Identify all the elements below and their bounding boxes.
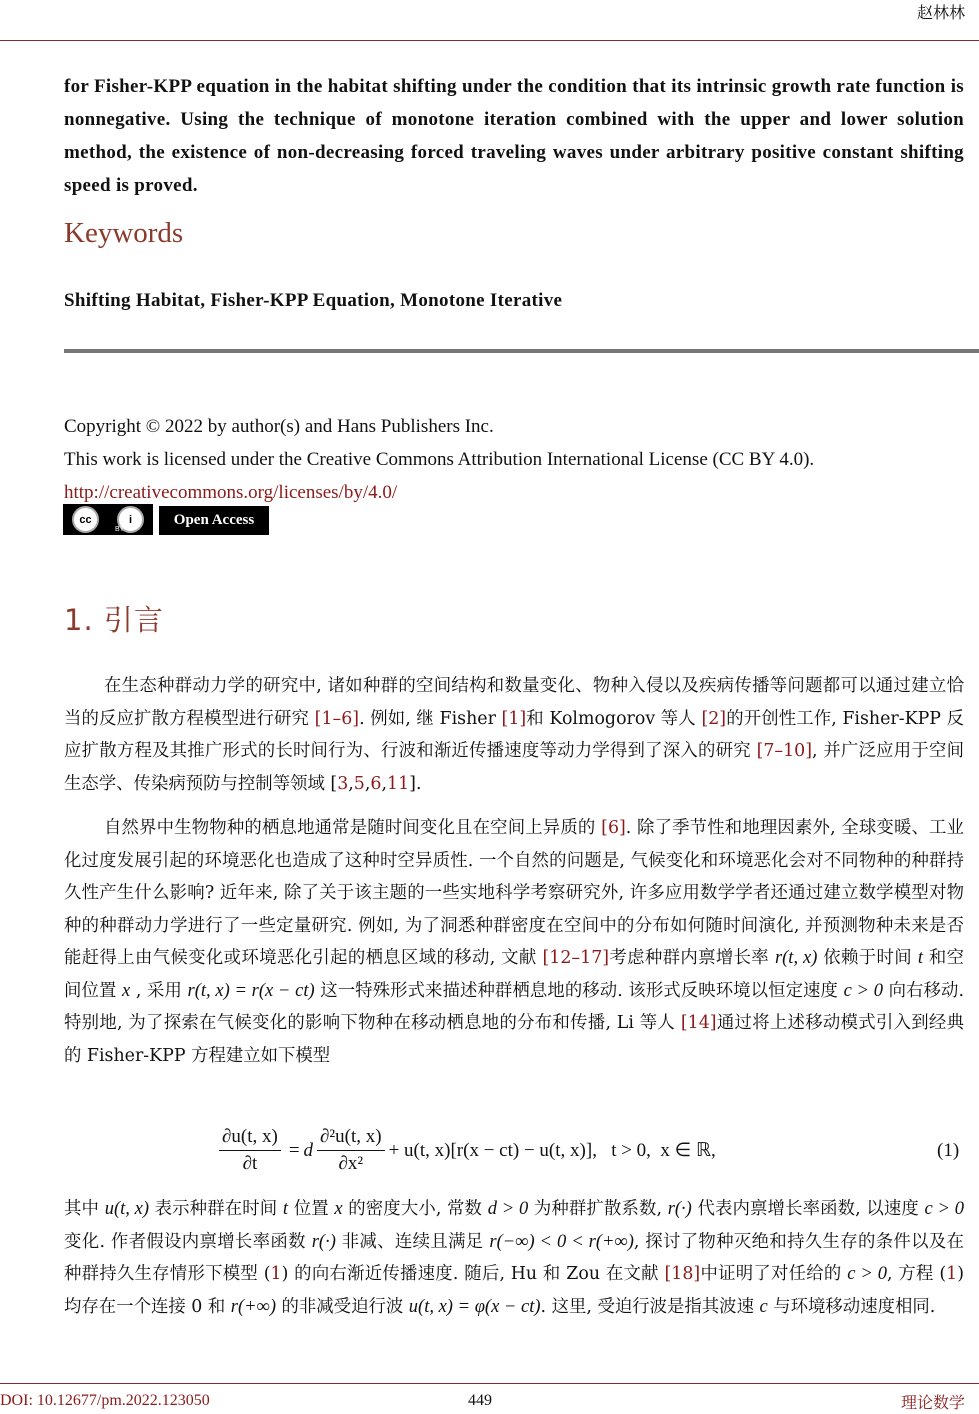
attribution-icon: i (117, 506, 144, 533)
diffusion-coef: d (303, 1139, 314, 1161)
paragraph-1 (64, 670, 964, 800)
abstract-text: for Fisher-KPP equation in the habitat shifting under the condition that its intrinsic growth rate function is nonnegative. Using the technique of monotone iteration combined with the upper and lower solution method, the existence of non-decreasing forced traveling waves under arbitrary positive constant shifting speed is proved. (64, 76, 964, 196)
text-run: , (348, 773, 354, 794)
license-link[interactable]: http://creativecommons.org/licenses/by/4.0/ (64, 482, 398, 503)
text-run: 和 Kolmogorov 等人 (526, 708, 702, 729)
text-run: 代表内禀增长率函数, 以速度 (691, 1199, 925, 1219)
text-run: 的非减受迫行波 (275, 1296, 409, 1317)
keywords-text: Shifting Habitat, Fisher-KPP Equation, Monotone Iterative (64, 290, 563, 311)
text-run: 位置 (288, 1199, 335, 1219)
text-run: ) 均存在一个连接 0 和 (64, 1264, 964, 1317)
inline-math: d > 0 (487, 1199, 529, 1219)
paragraph-3 (64, 1193, 964, 1323)
text-run: 其中 (64, 1199, 105, 1219)
inline-math: x (122, 980, 131, 1001)
text-run: , 方程 ( (886, 1264, 947, 1284)
copyright-line: Copyright © 2022 by author(s) and Hans Publishers Inc. (64, 416, 494, 437)
equals-sign: = (288, 1139, 300, 1161)
inline-math: c > 0 (843, 980, 883, 1001)
text-run: 在生态种群动力学的研究中, 诸如种群的空间结构和数量变化、物种入侵以及疾病传播等问题都可以通过建立恰当的反应扩散方程模型进行研究 (64, 676, 964, 729)
text-run: 依赖于时间 (817, 948, 918, 968)
inline-math: c (759, 1296, 768, 1317)
inline-math: u(t, x) = φ(x − ct) (408, 1296, 541, 1317)
text-run: , 探讨了物种灭绝和持久生存的条件以及在种群持久生存情形下模型 ( (64, 1231, 964, 1284)
citation-link[interactable]: 3 (337, 773, 349, 794)
inline-math: r(·) (311, 1231, 336, 1252)
text-run: 非减、连续且满足 (335, 1231, 490, 1252)
inline-math: r(t, x) (774, 948, 818, 968)
copyright-block (64, 410, 814, 509)
section-title: 1. 引言 (64, 603, 164, 637)
text-run: ]. (409, 773, 422, 794)
inline-math: r(t, x) = r(x − ct) (187, 980, 315, 1001)
text-run: 考虑种群内禀增长率 (609, 948, 775, 968)
text-run: 的密度大小, 常数 (342, 1199, 488, 1219)
text-run: , (364, 773, 371, 794)
footer-divider (0, 1383, 979, 1384)
text-run: . 例如, 继 Fisher (359, 708, 502, 729)
text-run: 向右移动. 特别地, 为了探索在气候变化的影响下物种在移动栖息地的分布和传播, Li 等人 (64, 980, 964, 1033)
open-access-badge: Open Access (159, 506, 269, 535)
citation-link[interactable]: [18] (664, 1264, 701, 1284)
text-run: 的开创性工作, Fisher-KPP 反应扩散方程及其推广形式的长时间行为、行波和渐近传播速度等动力学得到了深入的研究 (64, 708, 965, 761)
inline-math: t (917, 948, 924, 968)
text-run: , 采用 (130, 980, 188, 1001)
citation-link[interactable]: [1] (501, 708, 527, 729)
citation-link[interactable]: 11 (387, 773, 410, 794)
citation-link[interactable]: [14] (680, 1013, 717, 1033)
text-run: 为种群扩散系数, (528, 1199, 668, 1219)
cc-by-badge[interactable] (63, 504, 153, 535)
lhs-numerator: ∂u(t, x) (219, 1126, 281, 1151)
citation-link[interactable]: [7–10] (756, 741, 813, 761)
inline-math: c > 0 (924, 1199, 964, 1219)
inline-math: r(·) (667, 1199, 692, 1219)
keywords-heading: Keywords (64, 217, 184, 249)
equation-1 (215, 1126, 716, 1175)
text-run: . 除了季节性和地理因素外, 全球变暖、工业化过度发展引起的环境恶化也造成了这种时空异质性. 一个自然的问题是, 气候变化和环境恶化会对不同物种的种群持久性产生什么影响? 近年来, 除了关于该主题的一些实地科学考察研究外, 许多应用数学学者还通过建立数学模型对物种的种群动力学进行了一些定量研究. 例如, 为了洞悉种群密度在空间中的分布如何随时间演化, 并预测物种未来是否能赶得上由气候变化或环境恶化引起的栖息区域的移动, 文献 (64, 818, 965, 968)
text-run: 与环境移动速度相同. (767, 1296, 936, 1317)
paragraph-2 (64, 812, 964, 1072)
rhs-fraction (317, 1126, 385, 1175)
text-run: , (381, 773, 388, 794)
header-author: 赵林林 (916, 3, 965, 22)
citation-link[interactable]: 5 (353, 773, 365, 794)
page-number: 449 (468, 1392, 492, 1409)
equation-number: (1) (937, 1140, 960, 1161)
citation-link[interactable]: 6 (370, 773, 382, 794)
inline-math: t (282, 1199, 289, 1219)
citation-link[interactable]: [1–6] (314, 708, 360, 729)
inline-math: x (334, 1199, 343, 1219)
inline-math: u(t, x) (104, 1199, 149, 1219)
equation-rest: + u(t, x)[r(x − ct) − u(t, x)], t > 0, x ∈ ℝ, (388, 1140, 716, 1161)
citation-link[interactable]: 1 (946, 1264, 958, 1284)
inline-math: r(−∞) < 0 < r(+∞) (489, 1231, 634, 1252)
rhs-denominator: ∂x² (338, 1153, 364, 1174)
text-run: 中证明了对任给的 (700, 1264, 848, 1284)
text-run: 和空间位置 (64, 948, 965, 1001)
lhs-denominator: ∂t (242, 1153, 258, 1174)
text-run: 通过将上述移动模式引入到经典的 Fisher-KPP 方程建立如下模型 (64, 1013, 964, 1066)
citation-link[interactable]: [2] (701, 708, 727, 729)
text-run: 表示种群在时间 (149, 1199, 283, 1219)
citation-link[interactable]: 1 (270, 1264, 282, 1284)
journal-name: 理论数学 (900, 1393, 965, 1412)
text-run: ) 的向右渐近传播速度. 随后, Hu 和 Zou 在文献 (281, 1264, 665, 1284)
text-run: . 这里, 受迫行波是指其波速 (540, 1296, 760, 1317)
text-run: 自然界中生物物种的栖息地通常是随时间变化且在空间上异质的 (104, 818, 602, 838)
citation-link[interactable]: [12–17] (542, 948, 610, 968)
text-run: 这一特殊形式来描述种群栖息地的移动. 该形式反映环境以恒定速度 (314, 980, 844, 1001)
cc-icon: cc (72, 506, 99, 533)
license-line: This work is licensed under the Creative Commons Attribution International License (CC BY 4.0). (64, 449, 815, 470)
text-run: , 并广泛应用于空间生态学、传染病预防与控制等领域 [ (64, 741, 964, 794)
header-divider (0, 40, 979, 41)
lhs-fraction (219, 1126, 281, 1175)
section-divider (64, 349, 979, 353)
footer-doi[interactable]: DOI: 10.12677/pm.2022.123050 (0, 1392, 210, 1409)
by-label: BY (115, 526, 125, 533)
rhs-numerator: ∂²u(t, x) (317, 1126, 385, 1151)
citation-link[interactable]: [6] (601, 818, 626, 838)
text-run: 变化. 作者假设内禀增长率函数 (64, 1231, 312, 1252)
inline-math: r(+∞) (230, 1296, 276, 1317)
inline-math: c > 0 (847, 1264, 887, 1284)
